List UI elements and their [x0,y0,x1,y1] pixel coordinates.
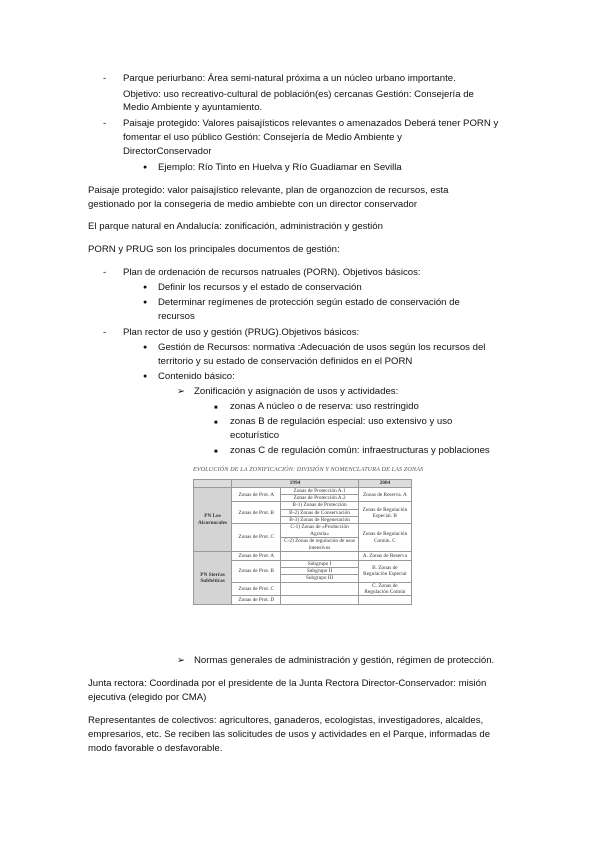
table-cell: C-1) Zonas de «Producción Agraria» [281,524,358,538]
dash-bullet: - [103,73,107,84]
table-cell: B-3) Zonas de Regeneración [281,516,358,523]
text-line: El parque natural en Andalucía: zonificación, administración y gestión [88,221,383,232]
square-bullet: ■ [214,449,218,455]
square-bullet: ■ [214,420,218,426]
year-header: 1994 [232,480,359,488]
text-line: territorio y su estado de conservación definidos en el PORN [158,356,413,367]
table-cell: Zonas de Protección A.1 [281,488,358,495]
text-line: Ejemplo: Río Tinto en Huelva y Río Guadiamar en Sevilla [158,162,402,173]
dash-bullet: - [103,267,107,278]
dash-bullet: - [103,327,107,338]
text-line: Objetivo: uso recreativo-cultural de población(es) cercanas Gestión: Consejería de [123,89,474,100]
table-cell: Zonas de Regulación Común. C [358,524,411,552]
dot-bullet: ● [143,164,148,171]
text-line: Gestión de Recursos: normativa :Adecuación de usos según los recursos del [158,342,486,353]
dash-bullet: - [103,118,107,129]
table-cell: Zonas de Prot. B [232,502,281,524]
arrow-bullet: ➢ [177,386,186,397]
text-line: modo favorable o desfavorable. [88,743,223,754]
table-cell: Subgrupo I [281,561,358,568]
text-line: zonas A núcleo o de reserva: uso restringido [230,401,419,412]
square-bullet: ■ [214,405,218,411]
dot-bullet: ● [143,284,148,291]
arrow-bullet: ➢ [177,655,186,666]
text-line: PORN y PRUG son los principales documentos de gestión: [88,244,340,255]
text-line: Normas generales de administración y gestión, régimen de protección. [194,655,495,666]
table-cell: Zonas de Protección A.2 [281,495,358,502]
text-line: Junta rectora: Coordinada por el presidente de la Junta Rectora Director-Conservador: misión [88,678,487,689]
text-line: Parque periurbano: Área semi-natural próxima a un núcleo urbano importante. [123,73,456,84]
table-cell: Zonas de Prot. C [232,524,281,552]
table-cell: Zonas de Regulación Especial. B [358,502,411,524]
dot-bullet: ● [143,299,148,306]
text-line: ecoturístico [230,430,280,441]
text-line: Contenido básico: [158,371,235,382]
table-cell: Zonas de Prot. A [232,488,281,502]
text-line: fomentar el uso público Gestión: Consejería de Medio Ambiente y [123,132,402,143]
text-line: zonas B de regulación especial: uso extensivo y uso [230,416,453,427]
text-line: empresarios, etc. Se reciben las solicitudes de usos y actividades en el Parque, informadas de [88,729,491,740]
table-cell: Zonas de Prot. B [232,561,281,583]
text-line: Medio Ambiente y ayuntamiento. [123,102,263,113]
text-line: Paisaje protegido: Valores paisajísticos relevantes o amenazados Deberá tener PORN y [123,118,499,129]
text-line: Representantes de colectivos: agricultores, ganaderos, ecologistas, investigadores, alcaldes, [88,715,484,726]
table-cell: B. Zonas de Regulación Especial [358,561,411,583]
table-cell: A. Zonas de Reserva [358,552,411,561]
park-name: PN Los Alcornocales [194,488,232,552]
year-header: 2004 [358,480,411,488]
text-line: Definir los recursos y el estado de conservación [158,282,362,293]
table-cell: B-1) Zonas de Protección [281,502,358,509]
text-line: Plan rector de uso y gestión (PRUG).Objetivos básicos: [123,327,360,338]
text-line: Paisaje protegido: valor paisajístico relevante, plan de organozcion de recursos, esta [88,185,449,196]
table-cell: Subgrupo III [281,575,358,582]
text-line: DirectorConservador [123,146,212,157]
dot-bullet: ● [143,373,148,380]
text-line: recursos [158,311,195,322]
table-cell: Zonas de Prot. A [232,552,281,561]
table-cell: C. Zonas de Regulación Común [358,582,411,595]
table-cell: C-2) Zonas de regulación de usos intensivos [281,538,358,552]
text-line: Zonificación y asignación de usos y actividades: [194,386,399,397]
text-line: gestionado por la consegeria de medio ambiebte con un director conservador [88,199,418,210]
text-line: zonas C de regulación común: infraestructuras y poblaciones [230,445,490,456]
zonification-table [193,479,412,605]
text-line: Determinar regímenes de protección según estado de conservación de [158,297,460,308]
table-cell: B-2) Zonas de Conservación [281,509,358,516]
text-line: ejecutiva (elegido por CMA) [88,692,207,703]
park-name: PN Sierras Subbéticas [194,552,232,605]
text-line: Plan de ordenación de recursos natruales (PORN). Objetivos básicos: [123,267,421,278]
table-cell: Zonas de Reserva. A [358,488,411,502]
table-cell: Subgrupo II [281,568,358,575]
table-title: EVOLUCIÓN DE LA ZONIFICACIÓN: DIVISIÓN Y NOMENCLATURA DE LAS ZONAS [193,466,424,473]
dot-bullet: ● [143,344,148,351]
table-cell: Zonas de Prot. C [232,582,281,595]
table-cell: Zonas de Prot. D [232,596,281,605]
